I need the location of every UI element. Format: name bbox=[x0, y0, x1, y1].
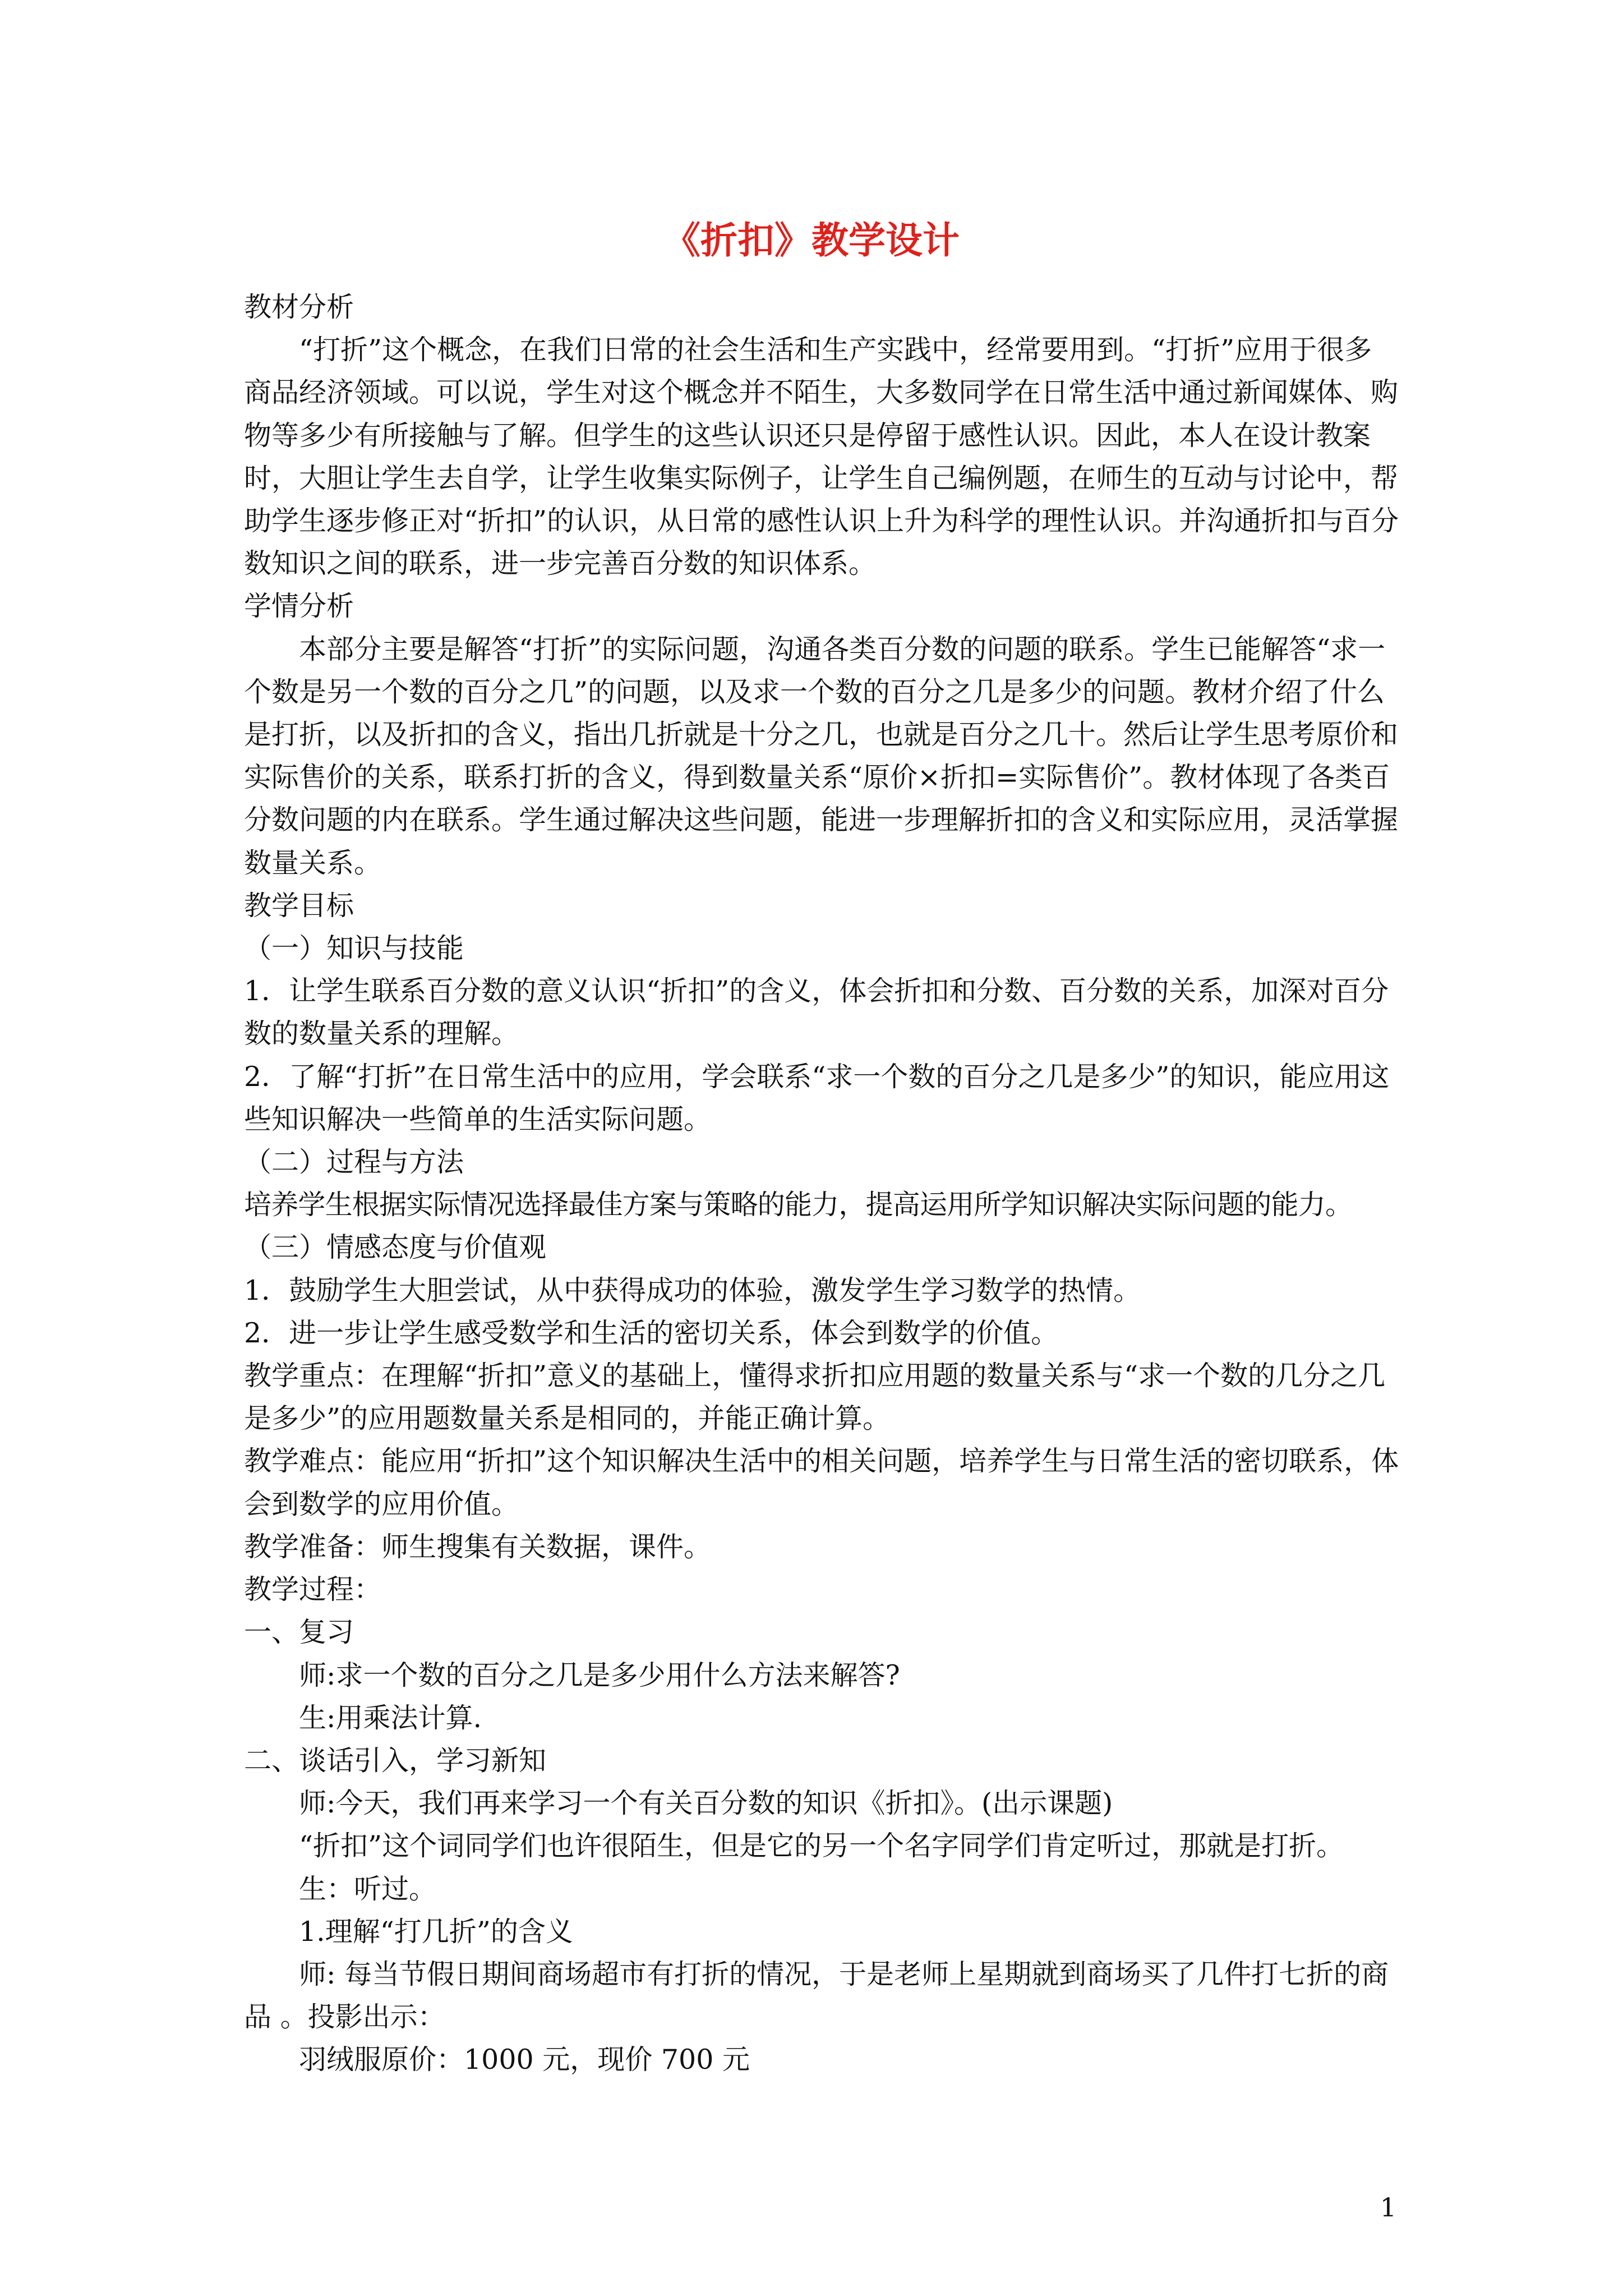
subsection-understand-discount: 1.理解“打几折”的含义 bbox=[299, 1915, 573, 1948]
teaching-key-point: 教学重点：在理解“折扣”意义的基础上，懂得求折扣应用题的数量关系与“求一个数的几分之几是多少”的应用题数量关系是相同的，并能正确计算。 bbox=[244, 1360, 1386, 1435]
teaching-preparation: 教学准备：师生搜集有关数据，课件。 bbox=[244, 1530, 712, 1563]
goal-item: 1．让学生联系百分数的意义认识“折扣”的含义，体会折扣和分数、百分数的关系，加深对百分数的数量关系的理解。 bbox=[244, 975, 1389, 1050]
paragraph-student-analysis: 本部分主要是解答“打折”的实际问题，沟通各类百分数的问题的联系。学生已能解答“求一个数是另一个数的百分之几”的问题，以及求一个数的百分之几是多少的问题。教材介绍了什么是打折，以及折扣的含义，指出几折就是十分之几，也就是百分之几十。然后让学生思考原价和实际售价的关系，联系打折的含义，得到数量关系“原价×折扣=实际售价”。教材体现了各类百分数问题的内在联系。学生通过解决这些问题，能进一步理解折扣的含义和实际应用，灵活掌握数量关系。 bbox=[244, 633, 1399, 879]
goal-item: 1．鼓励学生大胆尝试，从中获得成功的体验，激发学生学习数学的热情。 bbox=[244, 1274, 1141, 1306]
dialogue-line: “折扣”这个词同学们也许很陌生，但是它的另一个名字同学们肯定听过，那就是打折。 bbox=[299, 1830, 1344, 1862]
section-review: 一、复习 bbox=[244, 1616, 354, 1649]
dialogue-line: 生:用乘法计算. bbox=[299, 1701, 482, 1734]
subheading-emotion-values: （三）情感态度与价值观 bbox=[244, 1231, 547, 1264]
goal-item: 2．进一步让学生感受数学和生活的密切关系，体会到数学的价值。 bbox=[244, 1317, 1059, 1349]
subheading-knowledge-skills: （一）知识与技能 bbox=[244, 932, 464, 965]
document-title: 《折扣》教学设计 bbox=[663, 218, 960, 262]
heading-teaching-process: 教学过程： bbox=[244, 1573, 382, 1606]
paragraph-process-method: 培养学生根据实际情况选择最佳方案与策略的能力，提高运用所学知识解决实际问题的能力。 bbox=[244, 1189, 1353, 1221]
heading-student-analysis: 学情分析 bbox=[244, 590, 354, 623]
document-body bbox=[244, 286, 1399, 2082]
dialogue-line: 生：听过。 bbox=[299, 1872, 437, 1905]
paragraph-material-analysis: “打折”这个概念，在我们日常的社会生活和生产实践中，经常要用到。“打折”应用于很多商品经济领域。可以说，学生对这个概念并不陌生，大多数同学在日常生活中通过新闻媒体、购物等多少有所接触与了解。但学生的这些认识还只是停留于感性认识。因此，本人在设计教案时，大胆让学生去自学，让学生收集实际例子，让学生自己编例题，在师生的互动与讨论中，帮助学生逐步修正对“折扣”的认识，从日常的感性认识上升为科学的理性认识。并沟通折扣与百分数知识之间的联系，进一步完善百分数的知识体系。 bbox=[244, 334, 1399, 580]
price-example: 羽绒服原价：1000 元，现价 700 元 bbox=[299, 2044, 750, 2076]
goal-item: 2．了解“打折”在日常生活中的应用，学会联系“求一个数的百分之几是多少”的知识，能应用这些知识解决一些简单的生活实际问题。 bbox=[244, 1060, 1390, 1135]
heading-material-analysis: 教材分析 bbox=[244, 291, 354, 323]
dialogue-line: 师: 每当节假日期间商场超市有打折的情况，于是老师上星期就到商场买了几件打七折的商品 。投影出示： bbox=[244, 1958, 1389, 2033]
heading-teaching-goals: 教学目标 bbox=[244, 889, 354, 922]
section-introduction: 二、谈话引入，学习新知 bbox=[244, 1744, 547, 1777]
teaching-difficulty: 教学难点：能应用“折扣”这个知识解决生活中的相关问题，培养学生与日常生活的密切联系，体会到数学的应用价值。 bbox=[244, 1445, 1399, 1520]
subheading-process-method: （二）过程与方法 bbox=[244, 1146, 464, 1179]
page-number: 1 bbox=[1380, 2192, 1396, 2223]
dialogue-line: 师:求一个数的百分之几是多少用什么方法来解答? bbox=[299, 1659, 900, 1691]
dialogue-line: 师:今天，我们再来学习一个有关百分数的知识《折扣》。(出示课题) bbox=[299, 1787, 1113, 1820]
